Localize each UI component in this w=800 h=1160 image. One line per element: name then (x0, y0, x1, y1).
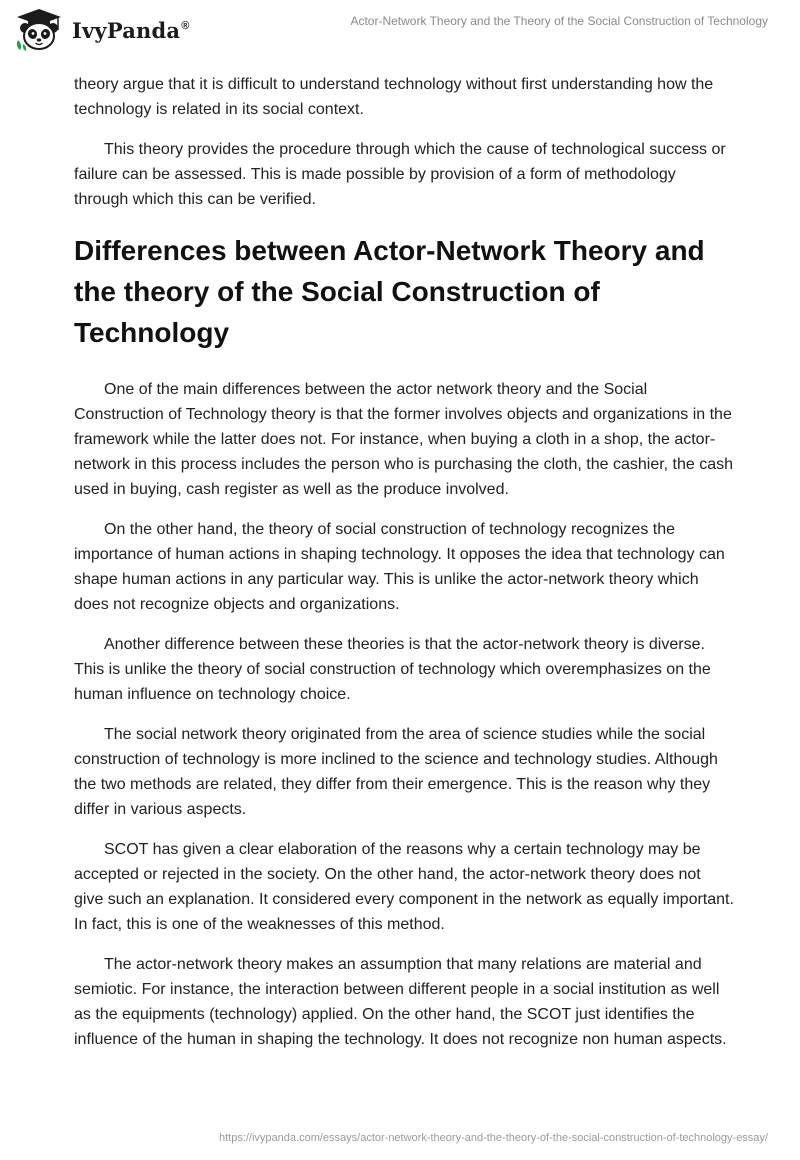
paragraph-difference-4: The social network theory originated from the area of science studies while the social construction of technology is more inclined to the science and technology studies. Although the two methods are related, they differ from their emergence. This is the reason why they differ in various aspects. (74, 726, 718, 818)
paragraph-difference-6: The actor-network theory makes an assumption that many relations are material and semiotic. For instance, the interaction between different people in a social institution as well as the equipments (technology) applied. On the other hand, the SCOT just identifies the influence of the human in shaping the technology. It does not recognize non human aspects. (74, 956, 727, 1048)
registered-mark: ® (181, 19, 190, 32)
source-url[interactable]: https://ivypanda.com/essays/actor-network-theory-and-the-theory-of-the-social-construction-of-technology-essay/ (218, 1132, 768, 1144)
ivypanda-logo[interactable] (14, 8, 190, 52)
paragraph-difference-5: SCOT has given a clear elaboration of the reasons why a certain technology may be accepted or rejected in the society. On the other hand, the actor-network theory does not give such an explanation. It considered every component in the network as equally important. In fact, this is one of the weaknesses of this method. (74, 841, 734, 933)
document-title: Actor-Network Theory and the Theory of the Social Construction of Technology (350, 14, 768, 28)
logo-wordmark: IvyPanda® (72, 17, 190, 43)
section-heading: Differences between Actor-Network Theory and the theory of the Social Construction of Technology (74, 235, 705, 348)
paragraph-difference-3: Another difference between these theories is that the actor-network theory is diverse. This is unlike the theory of social construction of technology which overemphasizes on the human influence on technology choice. (74, 636, 711, 703)
essay-content (74, 72, 734, 1067)
paragraph-procedure: This theory provides the procedure through which the cause of technological success or failure can be assessed. This is made possible by provision of a form of methodology through which this can be verified. (74, 141, 726, 208)
paragraph-intro-continued: theory argue that it is difficult to understand technology without first understanding how the technology is related in its social context. (74, 76, 714, 118)
paragraph-difference-1: One of the main differences between the actor network theory and the Social Construction of Technology theory is that the former involves objects and organizations in the framework while the latter does not. For instance, when buying a cloth in a shop, the actor-network in this process includes the person who is purchasing the cloth, the cashier, the cash used in buying, cash register as well as the produce involved. (74, 381, 734, 498)
page-header (0, 0, 800, 60)
paragraph-difference-2: On the other hand, the theory of social construction of technology recognizes the importance of human actions in shaping technology. It opposes the idea that technology can shape human actions in any particular way. This is unlike the actor-network theory which does not recognize objects and organizations. (74, 521, 725, 613)
panda-graduation-cap-icon (14, 8, 64, 52)
